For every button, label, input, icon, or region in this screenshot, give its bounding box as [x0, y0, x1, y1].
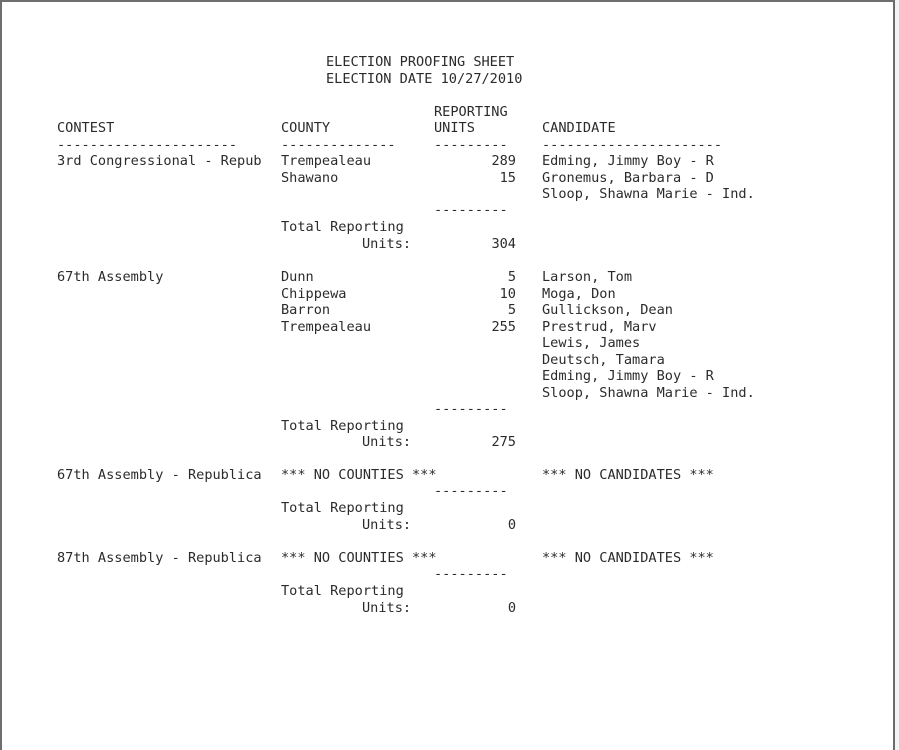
- page-frame-right-edge: [895, 0, 899, 750]
- county-name: Shawano: [281, 170, 339, 186]
- no-candidates-note: *** NO CANDIDATES ***: [542, 550, 714, 566]
- total-reporting-label: Total Reporting: [281, 500, 404, 516]
- county-header-rule: --------------: [281, 137, 396, 153]
- candidate-name: Gullickson, Dean: [542, 302, 673, 318]
- total-units-value: 0: [507, 600, 516, 616]
- total-units-value: 304: [491, 236, 516, 252]
- total-reporting-label: Total Reporting: [281, 418, 404, 434]
- total-rule: ---------: [434, 202, 508, 218]
- contest-name: 87th Assembly - Republica: [57, 550, 262, 566]
- total-rule: ---------: [434, 401, 508, 417]
- no-counties-note: *** NO COUNTIES ***: [281, 550, 437, 566]
- candidate-name: Sloop, Shawna Marie - Ind.: [542, 385, 755, 401]
- total-reporting-label: Total Reporting: [281, 583, 404, 599]
- column-header-reporting: REPORTING: [434, 104, 508, 120]
- county-units: 10: [499, 286, 516, 302]
- column-header-county: COUNTY: [281, 120, 331, 136]
- total-units-label: Units:: [362, 434, 412, 450]
- total-reporting-label: Total Reporting: [281, 219, 404, 235]
- units-header-rule: ---------: [434, 137, 508, 153]
- contest-name: 67th Assembly: [57, 269, 164, 285]
- candidate-name: Moga, Don: [542, 286, 616, 302]
- page-frame-left: [0, 0, 2, 750]
- column-header-units: UNITS: [434, 120, 475, 136]
- county-units: 289: [491, 153, 516, 169]
- candidate-name: Deutsch, Tamara: [542, 352, 665, 368]
- total-units-value: 0: [507, 517, 516, 533]
- contest-header-rule: ----------------------: [57, 137, 238, 153]
- county-name: Dunn: [281, 269, 314, 285]
- county-name: Barron: [281, 302, 331, 318]
- page-frame-top: [0, 0, 899, 2]
- total-units-label: Units:: [362, 600, 412, 616]
- candidate-name: Lewis, James: [542, 335, 641, 351]
- candidate-name: Larson, Tom: [542, 269, 633, 285]
- county-name: Chippewa: [281, 286, 347, 302]
- total-units-label: Units:: [362, 517, 412, 533]
- total-units-label: Units:: [362, 236, 412, 252]
- candidate-name: Sloop, Shawna Marie - Ind.: [542, 186, 755, 202]
- no-candidates-note: *** NO CANDIDATES ***: [542, 467, 714, 483]
- county-units: 5: [507, 302, 516, 318]
- column-header-candidate: CANDIDATE: [542, 120, 616, 136]
- no-counties-note: *** NO COUNTIES ***: [281, 467, 437, 483]
- candidate-name: Edming, Jimmy Boy - R: [542, 153, 714, 169]
- county-name: Trempealeau: [281, 153, 372, 169]
- candidate-header-rule: ----------------------: [542, 137, 723, 153]
- contest-name: 67th Assembly - Republica: [57, 467, 262, 483]
- election-date: ELECTION DATE 10/27/2010: [326, 71, 523, 87]
- total-units-value: 275: [491, 434, 516, 450]
- contest-name: 3rd Congressional - Repub: [57, 153, 262, 169]
- column-header-contest: CONTEST: [57, 120, 115, 136]
- report-title: ELECTION PROOFING SHEET: [326, 54, 515, 70]
- county-units: 255: [491, 319, 516, 335]
- candidate-name: Gronemus, Barbara - D: [542, 170, 714, 186]
- county-units: 15: [499, 170, 516, 186]
- total-rule: ---------: [434, 566, 508, 582]
- candidate-name: Edming, Jimmy Boy - R: [542, 368, 714, 384]
- candidate-name: Prestrud, Marv: [542, 319, 657, 335]
- total-rule: ---------: [434, 483, 508, 499]
- county-name: Trempealeau: [281, 319, 372, 335]
- county-units: 5: [507, 269, 516, 285]
